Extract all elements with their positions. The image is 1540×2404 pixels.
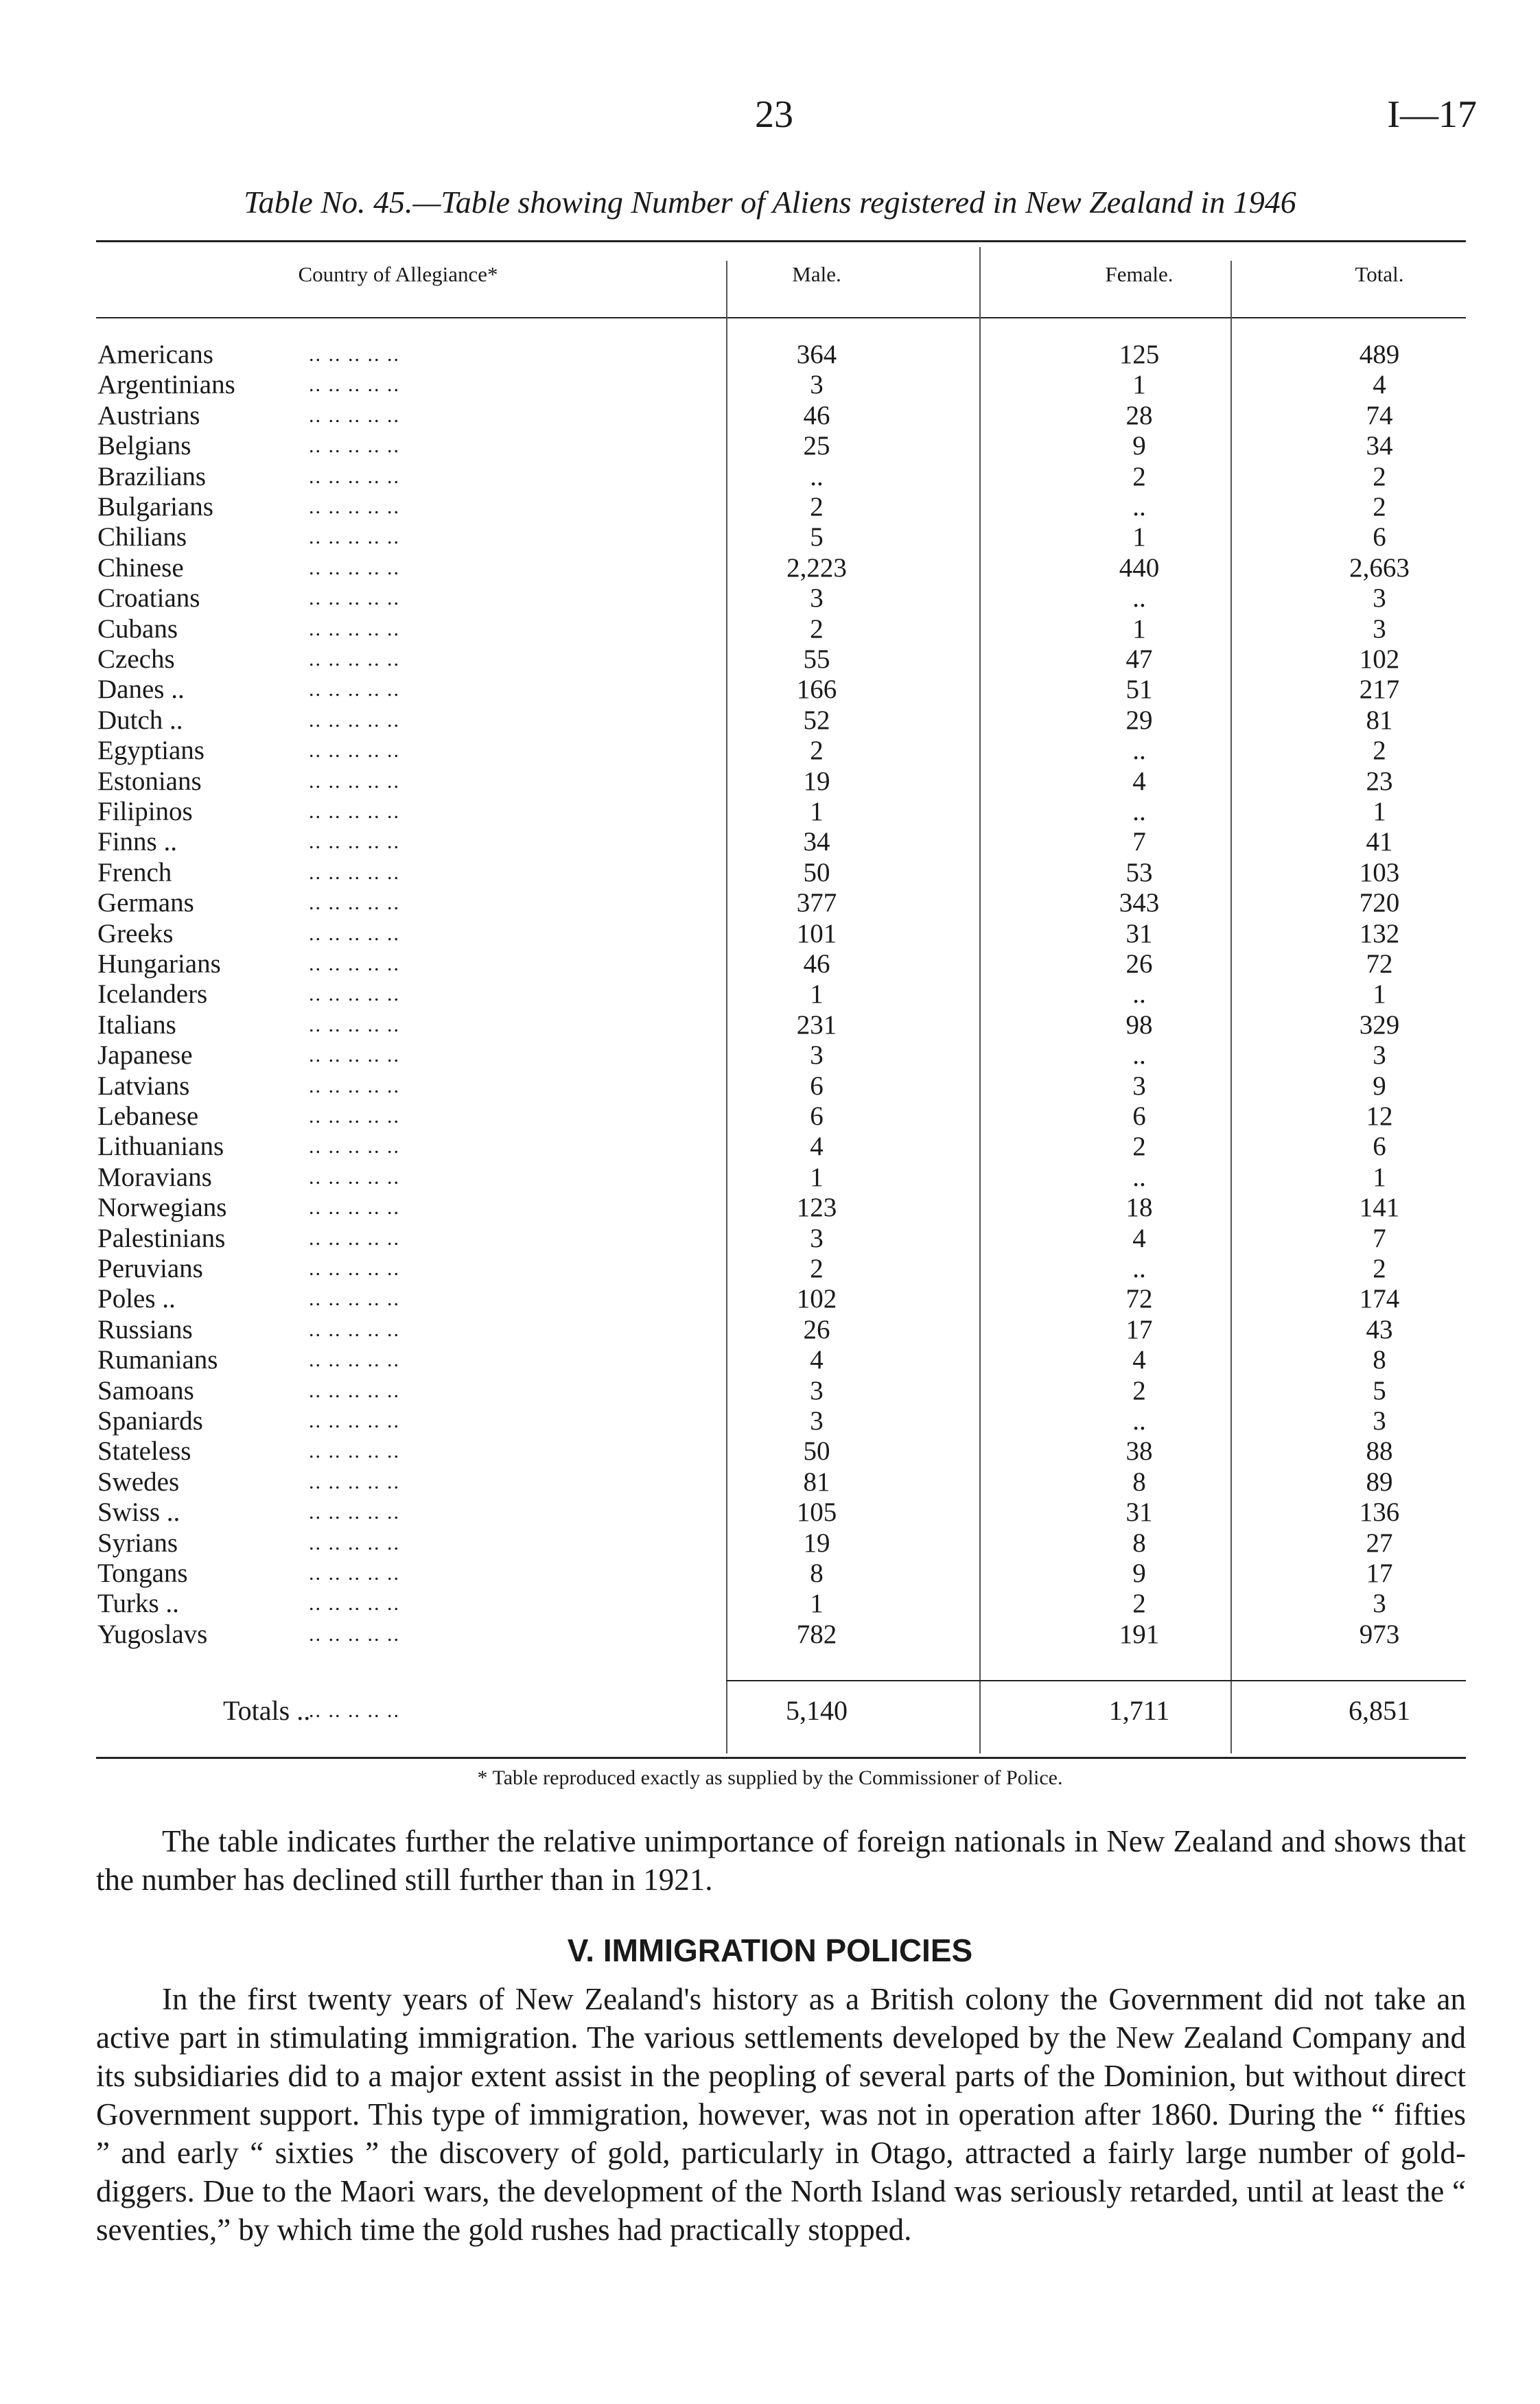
table-row [0, 1436, 1540, 1467]
country-name: Swiss .. [97, 1497, 180, 1528]
table-row [0, 1528, 1540, 1559]
male-count: .. [810, 461, 824, 491]
country-name: Dutch .. [97, 705, 183, 735]
total-count: 217 [1359, 675, 1400, 705]
column-header-female: Female. [1105, 262, 1174, 286]
female-count: 28 [1125, 400, 1153, 430]
leader-dots: .. .. .. .. .. [309, 404, 400, 427]
table-row [0, 462, 1540, 492]
table-row [0, 949, 1540, 979]
table-row [0, 431, 1540, 461]
country-name: Finns .. [97, 827, 177, 857]
leader-dots: .. .. .. .. .. [309, 495, 400, 518]
table-row [0, 1589, 1540, 1619]
leader-dots: .. .. .. .. .. [309, 708, 400, 732]
female-count: 47 [1125, 644, 1153, 674]
country-name: Croatians [97, 583, 200, 614]
table-row [0, 1132, 1540, 1162]
male-count: 105 [796, 1497, 837, 1528]
total-count: 3 [1373, 1406, 1386, 1436]
male-count: 3 [810, 583, 824, 614]
country-name: Spaniards [97, 1406, 203, 1436]
total-count: 43 [1366, 1314, 1393, 1344]
total-count: 6 [1373, 1132, 1386, 1162]
total-count: 27 [1366, 1528, 1393, 1558]
country-name: Danes .. [97, 675, 185, 705]
country-name: Austrians [97, 400, 200, 430]
male-count: 364 [796, 340, 837, 369]
page-number: 23 [755, 93, 793, 136]
leader-dots: .. .. .. .. .. [309, 343, 400, 366]
leader-dots: .. .. .. .. .. [309, 1349, 400, 1372]
table-row [0, 522, 1540, 552]
female-count: 343 [1119, 888, 1160, 918]
male-count: 3 [810, 1040, 824, 1071]
male-count: 1 [810, 797, 824, 826]
table-row [0, 1406, 1540, 1436]
total-count: 81 [1366, 705, 1393, 735]
country-name: Cubans [97, 614, 178, 644]
table-row [0, 736, 1540, 766]
female-count: 9 [1132, 431, 1146, 461]
table-top-rule [96, 240, 1466, 242]
total-count: 329 [1359, 1010, 1400, 1040]
male-count: 102 [796, 1284, 837, 1314]
table-row [0, 705, 1540, 736]
table-row [0, 1559, 1540, 1589]
table-row [0, 1284, 1540, 1314]
leader-dots: .. .. .. .. .. [309, 800, 400, 823]
total-count: 41 [1366, 827, 1393, 857]
country-name: Peruvians [97, 1254, 203, 1283]
leader-dots: .. .. .. .. .. [309, 1135, 400, 1158]
male-count: 2 [810, 1254, 824, 1283]
leader-dots: .. .. .. .. .. [309, 1501, 400, 1524]
total-count: 1 [1373, 797, 1386, 826]
female-count: 9 [1132, 1559, 1146, 1588]
total-count: 102 [1359, 644, 1400, 674]
male-count: 3 [810, 1375, 824, 1405]
section-heading: V. IMMIGRATION POLICIES [567, 1933, 973, 1968]
male-count: 377 [796, 888, 837, 918]
male-count: 3 [810, 1223, 824, 1253]
female-count: .. [1132, 1254, 1146, 1283]
country-name: Filipinos [97, 797, 193, 826]
leader-dots: .. .. .. .. .. [309, 1318, 400, 1341]
male-count: 2 [810, 492, 824, 522]
leader-dots: .. .. .. .. .. [309, 1699, 400, 1722]
total-count: 4 [1373, 370, 1386, 400]
leader-dots: .. .. .. .. .. [309, 1013, 400, 1036]
leader-dots: .. .. .. .. .. [309, 1531, 400, 1554]
country-name: Bulgarians [97, 492, 213, 522]
table-bottom-rule [96, 1757, 1466, 1759]
country-name: Russians [97, 1314, 193, 1344]
country-name: Lithuanians [97, 1132, 224, 1162]
total-count: 2 [1373, 492, 1386, 522]
female-count: 6 [1132, 1101, 1146, 1131]
female-count: 26 [1125, 949, 1153, 979]
country-name: Argentinians [97, 370, 235, 400]
country-name: Tongans [97, 1559, 188, 1588]
country-name: Rumanians [97, 1345, 218, 1375]
male-count: 2,223 [786, 552, 847, 583]
leader-dots: .. .. .. .. .. [309, 1196, 400, 1219]
leader-dots: .. .. .. .. .. [309, 434, 400, 458]
country-name: Palestinians [97, 1223, 226, 1253]
female-count: 31 [1125, 918, 1153, 948]
table-row [0, 1071, 1540, 1101]
male-count: 25 [803, 431, 830, 461]
paragraph-table-commentary: The table indicates further the relative unimportance of foreign nationals in New Zealand and shows that the number has declined still further than in 1921. [96, 1824, 1466, 1897]
country-name: Swedes [97, 1467, 180, 1497]
total-count: 2 [1373, 461, 1386, 491]
total-count: 2 [1373, 736, 1386, 766]
total-count: 973 [1359, 1619, 1400, 1649]
table-row [0, 797, 1540, 827]
male-count: 166 [796, 675, 837, 705]
table-row [0, 1224, 1540, 1254]
table-row [0, 614, 1540, 644]
header-bottom-rule [96, 317, 1466, 318]
female-count: 18 [1125, 1193, 1153, 1223]
female-count: .. [1132, 1040, 1146, 1071]
total-count: 34 [1366, 431, 1393, 461]
female-count: .. [1132, 1162, 1146, 1192]
female-count: 2 [1132, 1132, 1146, 1162]
total-count: 17 [1366, 1559, 1393, 1588]
country-name: Czechs [97, 644, 175, 674]
female-count: .. [1132, 583, 1146, 614]
female-count: .. [1132, 979, 1146, 1010]
male-count: 6 [810, 1101, 824, 1131]
male-count: 46 [803, 949, 830, 979]
leader-dots: .. .. .. .. .. [309, 373, 400, 397]
female-count: 4 [1132, 766, 1146, 796]
total-count: 74 [1366, 400, 1393, 430]
country-name: Americans [97, 340, 213, 369]
male-count: 6 [810, 1071, 824, 1101]
country-name: Japanese [97, 1040, 193, 1071]
country-name: Moravians [97, 1162, 212, 1192]
totals-female: 1,711 [1108, 1695, 1170, 1726]
male-count: 26 [803, 1314, 830, 1344]
table-row [0, 1254, 1540, 1284]
total-count: 5 [1373, 1375, 1386, 1405]
male-count: 3 [810, 370, 824, 400]
leader-dots: .. .. .. .. .. [309, 1410, 400, 1432]
country-name: Norwegians [97, 1193, 227, 1223]
leader-dots: .. .. .. .. .. [309, 891, 400, 915]
table-row [0, 340, 1540, 370]
country-name: Belgians [97, 431, 191, 461]
total-count: 3 [1373, 583, 1386, 614]
leader-dots: .. .. .. .. .. [309, 1622, 400, 1646]
leader-dots: .. .. .. .. .. [309, 1074, 400, 1097]
total-count: 2 [1373, 1254, 1386, 1283]
total-count: 89 [1366, 1467, 1393, 1497]
leader-dots: .. .. .. .. .. [309, 1592, 400, 1615]
leader-dots: .. .. .. .. .. [309, 1226, 400, 1250]
table-row [0, 1163, 1540, 1193]
country-name: Chilians [97, 522, 187, 552]
female-count: .. [1132, 1406, 1146, 1436]
leader-dots: .. .. .. .. .. [309, 648, 400, 670]
table-footnote: * Table reproduced exactly as supplied by the Commissioner of Police. [477, 1766, 1063, 1789]
table-row [0, 401, 1540, 431]
country-name: Greeks [97, 918, 174, 948]
male-count: 8 [810, 1559, 824, 1588]
table-row [0, 767, 1540, 797]
table-row [0, 1376, 1540, 1406]
leader-dots: .. .. .. .. .. [309, 526, 400, 549]
leader-dots: .. .. .. .. .. [309, 1562, 400, 1585]
total-count: 132 [1359, 918, 1400, 948]
male-count: 4 [810, 1132, 824, 1162]
female-count: 1 [1132, 370, 1146, 400]
female-count: 1 [1132, 614, 1146, 644]
table-row [0, 644, 1540, 675]
table-caption: Table No. 45.—Table showing Number of Aliens registered in New Zealand in 1946 [244, 185, 1296, 220]
country-name: Italians [97, 1010, 176, 1040]
table-row [0, 675, 1540, 705]
female-count: 125 [1119, 340, 1160, 369]
female-count: 2 [1132, 461, 1146, 491]
female-count: .. [1132, 797, 1146, 826]
total-count: 7 [1373, 1223, 1386, 1253]
female-count: 17 [1125, 1314, 1153, 1344]
country-name: Chinese [97, 552, 184, 583]
female-count: 3 [1132, 1071, 1146, 1101]
female-count: 53 [1125, 857, 1153, 887]
total-count: 72 [1366, 949, 1393, 979]
leader-dots: .. .. .. .. .. [309, 678, 400, 701]
table-row [0, 1345, 1540, 1375]
male-count: 19 [803, 766, 830, 796]
female-count: .. [1132, 492, 1146, 522]
female-count: 31 [1125, 1497, 1153, 1528]
leader-dots: .. .. .. .. .. [309, 587, 400, 610]
total-count: 2,663 [1349, 552, 1410, 583]
male-count: 2 [810, 614, 824, 644]
totals-male: 5,140 [786, 1695, 848, 1726]
table-row [0, 1010, 1540, 1040]
table-row [0, 1315, 1540, 1345]
female-count: 191 [1119, 1619, 1160, 1649]
female-count: 4 [1132, 1345, 1146, 1375]
leader-dots: .. .. .. .. .. [309, 1287, 400, 1311]
table-row [0, 979, 1540, 1010]
total-count: 141 [1359, 1193, 1400, 1223]
country-name: Yugoslavs [97, 1619, 208, 1649]
total-count: 3 [1373, 1589, 1386, 1619]
total-count: 1 [1373, 979, 1386, 1010]
total-count: 6 [1373, 522, 1386, 552]
male-count: 52 [803, 705, 830, 735]
leader-dots: .. .. .. .. .. [309, 1379, 400, 1402]
female-count: 7 [1132, 827, 1146, 857]
country-name: Egyptians [97, 736, 205, 766]
male-count: 19 [803, 1528, 830, 1558]
country-name: Lebanese [97, 1101, 199, 1131]
leader-dots: .. .. .. .. .. [309, 922, 400, 945]
table-row [0, 1620, 1540, 1650]
leader-dots: .. .. .. .. .. [309, 1044, 400, 1067]
table-row [0, 827, 1540, 857]
total-count: 9 [1373, 1071, 1386, 1101]
table-row [0, 858, 1540, 888]
column-header-country: Country of Allegiance* [298, 262, 498, 286]
table-row [0, 919, 1540, 949]
total-count: 12 [1366, 1101, 1393, 1131]
table-row [0, 1497, 1540, 1528]
country-name: Hungarians [97, 949, 221, 979]
leader-dots: .. .. .. .. .. [309, 983, 400, 1006]
country-name: Germans [97, 888, 194, 918]
table-row [0, 370, 1540, 400]
male-count: 4 [810, 1345, 824, 1375]
total-count: 88 [1366, 1436, 1393, 1467]
male-count: 81 [803, 1467, 830, 1497]
country-name: Poles .. [97, 1284, 176, 1314]
male-count: 34 [803, 827, 830, 857]
male-count: 46 [803, 400, 830, 430]
country-name: Estonians [97, 766, 202, 796]
leader-dots: .. .. .. .. .. [309, 556, 400, 579]
table-row [0, 1467, 1540, 1497]
leader-dots: .. .. .. .. .. [309, 739, 400, 762]
female-count: 51 [1125, 675, 1153, 705]
female-count: 2 [1132, 1589, 1146, 1619]
female-count: 4 [1132, 1223, 1146, 1253]
male-count: 50 [803, 857, 830, 887]
leader-dots: .. .. .. .. .. [309, 769, 400, 793]
total-count: 136 [1359, 1497, 1400, 1528]
male-count: 231 [796, 1010, 837, 1040]
female-count: 72 [1125, 1284, 1153, 1314]
male-count: 782 [796, 1619, 837, 1649]
table-row [0, 492, 1540, 522]
leader-dots: .. .. .. .. .. [309, 617, 400, 640]
total-count: 23 [1366, 766, 1393, 796]
male-count: 50 [803, 1436, 830, 1467]
country-name: Latvians [97, 1071, 190, 1101]
country-name: Stateless [97, 1436, 191, 1467]
male-count: 1 [810, 1589, 824, 1619]
leader-dots: .. .. .. .. .. [309, 830, 400, 854]
leader-dots: .. .. .. .. .. [309, 1165, 400, 1189]
table-row [0, 1040, 1540, 1071]
total-count: 489 [1359, 340, 1400, 369]
male-count: 55 [803, 644, 830, 674]
totals-label: Totals .. [223, 1695, 311, 1726]
male-count: 1 [810, 1162, 824, 1192]
male-count: 2 [810, 736, 824, 766]
totals-row [0, 1694, 1540, 1728]
country-name: Syrians [97, 1528, 178, 1558]
leader-dots: .. .. .. .. .. [309, 1470, 400, 1493]
totals-top-rule [726, 1680, 1466, 1681]
male-count: 123 [796, 1193, 837, 1223]
leader-dots: .. .. .. .. .. [309, 1257, 400, 1280]
totals-total: 6,851 [1349, 1695, 1410, 1726]
column-header-total: Total. [1355, 262, 1404, 286]
male-count: 101 [796, 918, 837, 948]
table-row [0, 583, 1540, 614]
table-row [0, 1101, 1540, 1132]
paragraph-immigration-history: In the first twenty years of New Zealand's history as a British colony the Government did not take an active part in stimulating immigration. The various settlements developed by the New Zealand Company and its subsidiaries did to a major extent assist in the peopling of several parts of the Dominion, but without direct Government support. This type of immigration, however, was not in operation after 1860. During the “ fifties ” and early “ sixties ” the discovery of gold, particularly in Otago, attracted a fairly large number of gold-diggers. Due to the Maori wars, the development of the North Island was seriously retarded, until at least the “ seventies,” by which time the gold rushes had practically stopped. [96, 1982, 1466, 2247]
country-name: Icelanders [97, 979, 208, 1010]
leader-dots: .. .. .. .. .. [309, 1105, 400, 1128]
male-count: 1 [810, 979, 824, 1010]
table-row [0, 553, 1540, 583]
total-count: 103 [1359, 857, 1400, 887]
country-name: Turks .. [97, 1589, 179, 1619]
table-row [0, 888, 1540, 918]
country-name: French [97, 857, 172, 887]
female-count: 38 [1125, 1436, 1153, 1467]
country-name: Samoans [97, 1375, 194, 1405]
female-count: 8 [1132, 1528, 1146, 1558]
female-count: .. [1132, 736, 1146, 766]
male-count: 5 [810, 522, 824, 552]
male-count: 3 [810, 1406, 824, 1436]
female-count: 440 [1119, 552, 1160, 583]
leader-dots: .. .. .. .. .. [309, 1440, 400, 1463]
leader-dots: .. .. .. .. .. [309, 953, 400, 975]
total-count: 3 [1373, 614, 1386, 644]
leader-dots: .. .. .. .. .. [309, 465, 400, 488]
total-count: 720 [1359, 888, 1400, 918]
total-count: 3 [1373, 1040, 1386, 1071]
table-row [0, 1193, 1540, 1223]
column-header-male: Male. [792, 262, 841, 286]
country-name: Brazilians [97, 461, 207, 491]
document-reference: I—17 [1387, 93, 1477, 136]
female-count: 29 [1125, 705, 1153, 735]
total-count: 8 [1373, 1345, 1386, 1375]
leader-dots: .. .. .. .. .. [309, 861, 400, 884]
female-count: 98 [1125, 1010, 1153, 1040]
total-count: 1 [1373, 1162, 1386, 1192]
female-count: 8 [1132, 1467, 1146, 1497]
female-count: 2 [1132, 1375, 1146, 1405]
female-count: 1 [1132, 522, 1146, 552]
total-count: 174 [1359, 1284, 1400, 1314]
